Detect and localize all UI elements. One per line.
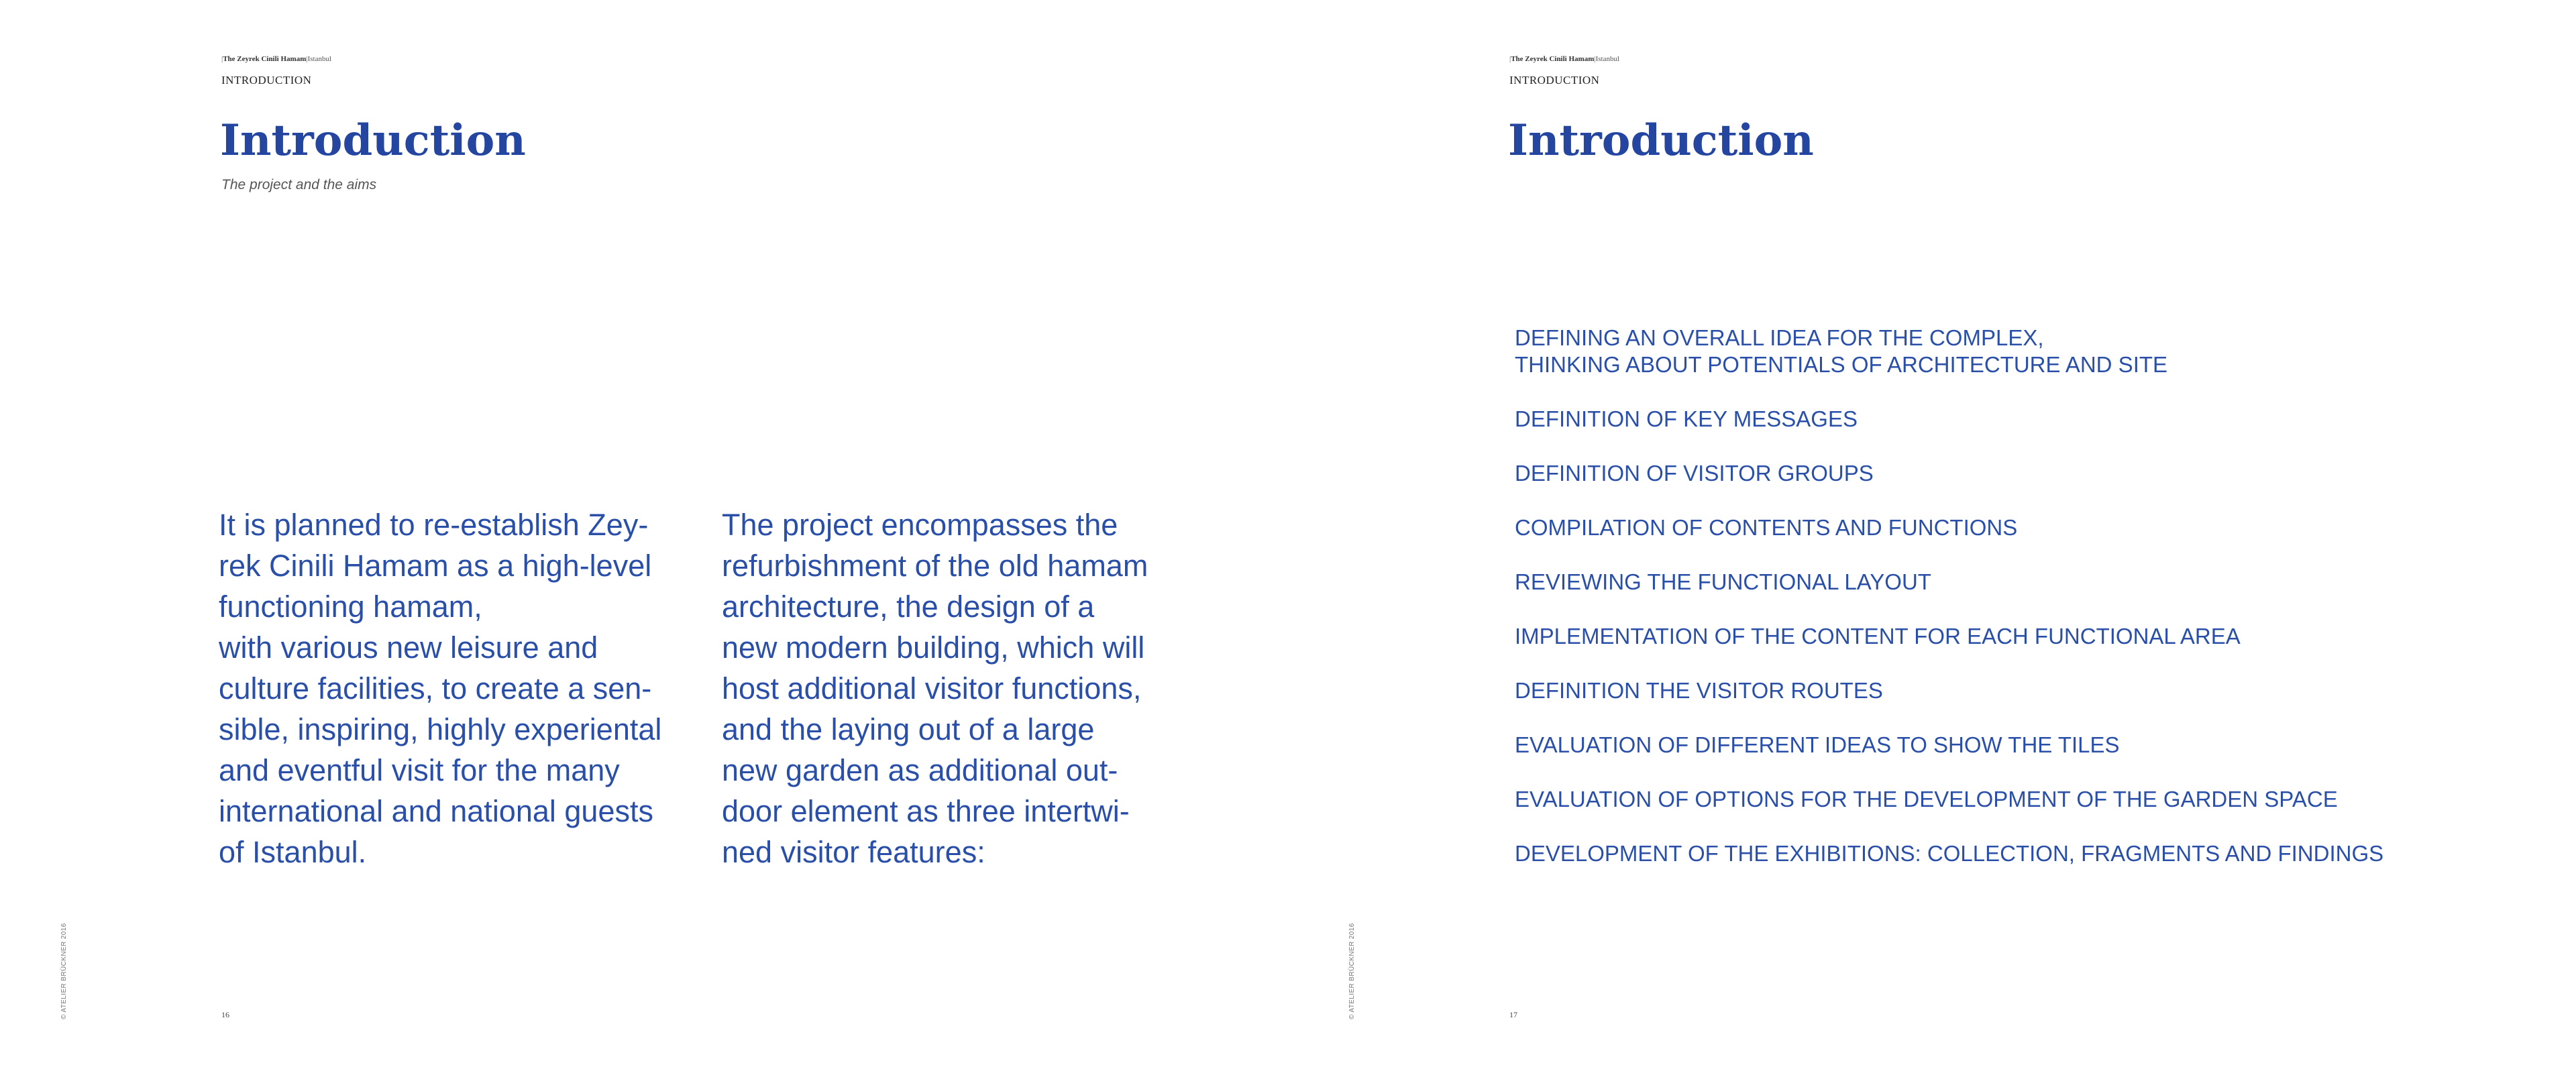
running-head	[1509, 55, 1619, 63]
aim-item	[1515, 623, 2383, 650]
aims-list	[1515, 325, 2383, 895]
aim-line: DEFINITION THE VISITOR ROUTES	[1515, 678, 1883, 703]
section-label: INTRODUCTION	[1509, 74, 1600, 87]
body-line: culture facilities, to create a sen-	[219, 671, 652, 706]
aim-line: EVALUATION OF DIFFERENT IDEAS TO SHOW THE TILES	[1515, 732, 2120, 757]
body-line: functioning hamam,	[219, 589, 482, 624]
aim-line: REVIEWING THE FUNCTIONAL LAYOUT	[1515, 569, 1931, 594]
running-head	[221, 55, 331, 63]
aim-line: DEFINITION OF KEY MESSAGES	[1515, 406, 1858, 431]
body-line: and the laying out of a large	[722, 712, 1095, 746]
running-head-title: The Zeyrek Cinili Hamam	[223, 55, 307, 63]
body-line: rek Cinili Hamam as a high-level	[219, 549, 652, 583]
aim-line: DEFINING AN OVERALL IDEA FOR THE COMPLEX,	[1515, 325, 2044, 350]
body-column-2	[722, 504, 1148, 873]
aim-item	[1515, 840, 2383, 867]
aim-item	[1515, 569, 2383, 596]
body-line: new garden as additional out-	[722, 753, 1118, 787]
body-line: It is planned to re-establish Zey-	[219, 508, 649, 542]
body-line: new modern building, which will	[722, 630, 1145, 665]
page-title: Introduction	[1508, 115, 1814, 166]
aim-item	[1515, 325, 2383, 378]
body-line: host additional visitor functions,	[722, 671, 1142, 706]
aim-line: DEVELOPMENT OF THE EXHIBITIONS: COLLECTION, FRAGMENTS AND FINDINGS	[1515, 841, 2384, 866]
aim-item	[1515, 514, 2383, 541]
body-line: architecture, the design of a	[722, 589, 1095, 624]
aim-line: EVALUATION OF OPTIONS FOR THE DEVELOPMENT OF THE GARDEN SPACE	[1515, 787, 2338, 811]
aim-line: DEFINITION OF VISITOR GROUPS	[1515, 461, 1874, 486]
body-line: with various new leisure and	[219, 630, 598, 665]
page-subtitle: The project and the aims	[221, 177, 377, 192]
body-line: international and national guests	[219, 794, 653, 828]
aim-line: IMPLEMENTATION OF THE CONTENT FOR EACH FUNCTIONAL AREA	[1515, 624, 2241, 649]
page-number: 17	[1509, 1010, 1517, 1019]
body-line: sible, inspiring, highly experiental	[219, 712, 662, 746]
running-head-bar: |	[221, 55, 223, 63]
copyright-note: © ATELIER BRÜCKNER 2016	[1348, 923, 1356, 1019]
body-line: of Istanbul.	[219, 835, 367, 869]
aim-item	[1515, 786, 2383, 813]
page-title: Introduction	[220, 115, 526, 166]
running-head-city: Istanbul	[1595, 55, 1620, 63]
section-label: INTRODUCTION	[221, 74, 312, 87]
running-head-separator: |	[1594, 55, 1596, 63]
running-head-city: Istanbul	[307, 55, 332, 63]
page-number: 16	[221, 1010, 229, 1019]
aim-item	[1515, 406, 2383, 433]
body-line: door element as three intertwi-	[722, 794, 1130, 828]
body-column-1	[219, 504, 661, 873]
running-head-separator: |	[306, 55, 308, 63]
aim-line: COMPILATION OF CONTENTS AND FUNCTIONS	[1515, 515, 2018, 540]
body-line: The project encompasses the	[722, 508, 1118, 542]
aim-item	[1515, 732, 2383, 759]
running-head-title: The Zeyrek Cinili Hamam	[1511, 55, 1595, 63]
aim-line: THINKING ABOUT POTENTIALS OF ARCHITECTURE AND SITE	[1515, 352, 2168, 377]
aim-item	[1515, 460, 2383, 487]
right-page	[1288, 0, 2576, 1067]
body-line: refurbishment of the old hamam	[722, 549, 1148, 583]
running-head-bar: |	[1509, 55, 1511, 63]
copyright-note: © ATELIER BRÜCKNER 2016	[60, 923, 68, 1019]
body-line: and eventful visit for the many	[219, 753, 620, 787]
aim-item	[1515, 677, 2383, 704]
body-line: ned visitor features:	[722, 835, 985, 869]
